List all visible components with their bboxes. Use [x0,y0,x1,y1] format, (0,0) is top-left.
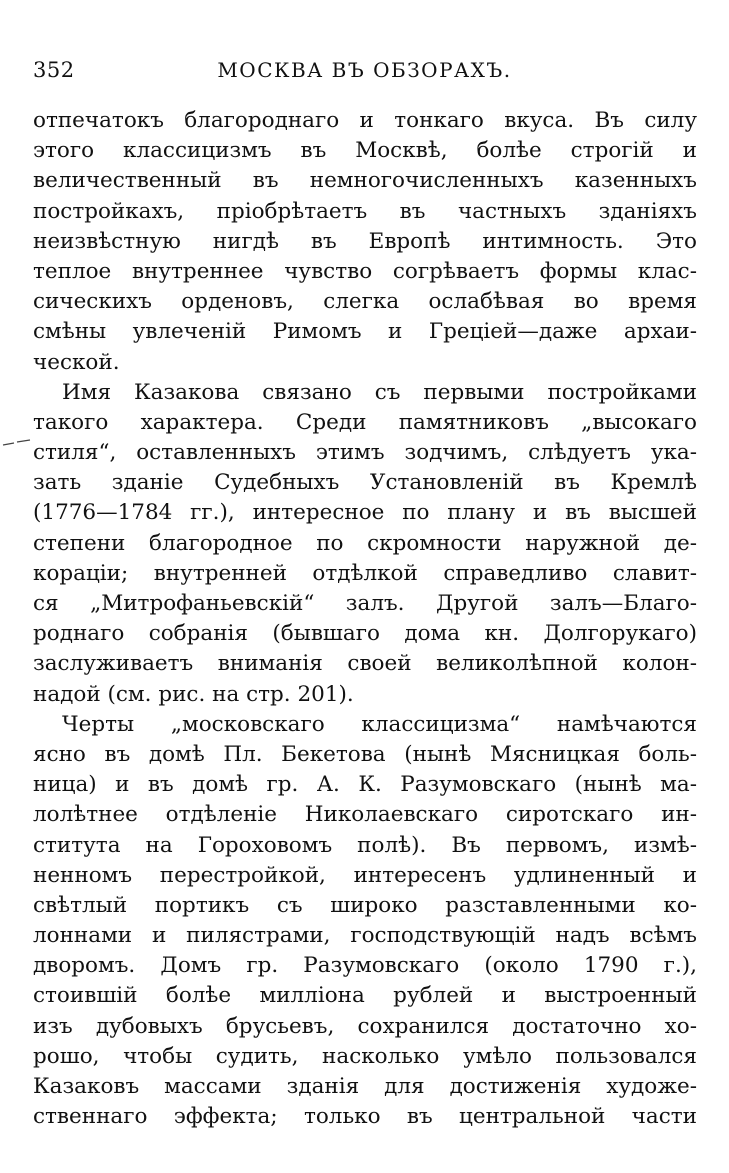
page-body [33,106,697,1132]
paragraph [33,378,697,710]
text-line: теплое внутреннее чувство согрѣваетъ формы клас- [33,258,697,284]
text-line: ческой. [33,349,120,375]
text-line: величественный въ немногочисленныхъ казенныхъ [33,168,697,194]
text-line: ненномъ перестройкой, интересенъ удлиненный и [33,862,697,888]
paragraph [33,710,697,1133]
text-line: смѣны увлеченій Римомъ и Греціей—даже архаи- [33,319,697,345]
text-line: сическихъ орденовъ, слегка ослабѣвая во время [33,289,697,315]
text-line: стоившій болѣе милліона рублей и выстроенный [33,983,697,1009]
text-line: (1776—1784 гг.), интересное по плану и въ высшей [33,500,697,526]
text-line: неизвѣстную нигдѣ въ Европѣ интимность. Это [33,228,697,254]
text-line: рошо, чтобы судить, насколько умѣло пользовался [33,1043,697,1069]
margin-pencil-mark [2,438,32,448]
text-line: дворомъ. Домъ гр. Разумовскаго (около 1790 г.), [33,953,697,979]
text-line: Черты „московскаго классицизма“ намѣчаются [62,711,697,737]
text-line: ственнаго эффекта; только въ центральной части [33,1104,697,1130]
text-line: лолѣтнее отдѣленіе Николаевскаго сиротскаго ин- [33,802,697,828]
text-line: ститута на Гороховомъ полѣ). Въ первомъ, измѣ- [33,832,697,858]
text-line: роднаго собранія (бывшаго дома кн. Долгорукаго) [33,621,697,647]
text-line: отпечатокъ благороднаго и тонкаго вкуса. Въ силу [33,108,697,133]
text-line: Казаковъ массами зданія для достиженія художе- [33,1074,697,1099]
page-number: 352 [33,58,75,82]
text-line: ница) и въ домѣ гр. А. К. Разумовскаго (нынѣ ма- [33,772,697,798]
text-line: такого характера. Среди памятниковъ „высокаго [33,409,697,435]
text-line: Имя Казакова связано съ первыми постройками [62,379,697,405]
text-line: надой (см. рис. на стр. 201). [33,681,354,707]
text-line: зать зданіе Судебныхъ Установленій въ Кремлѣ [33,470,697,496]
text-line: изъ дубовыхъ брусьевъ, сохранился достаточно хо- [33,1013,697,1039]
text-line: лоннами и пилястрами, господствующій надъ всѣмъ [33,923,697,949]
page-header [33,58,696,90]
text-line: свѣтлый портикъ съ широко разставленными ко- [33,892,697,918]
paragraph [33,106,697,378]
text-line: этого классицизмъ въ Москвѣ, болѣе строгій и [33,138,697,164]
text-line: стиля“, оставленныхъ этимъ зодчимъ, слѣдуетъ ука- [33,440,697,466]
text-line: степени благородное по скромности наружной де- [33,530,697,556]
text-line: заслуживаетъ вниманія своей великолѣпной колон- [33,651,697,677]
text-line: ся „Митрофаньевскій“ залъ. Другой залъ—Благо- [33,591,697,616]
text-line: ясно въ домѣ Пл. Бекетова (нынѣ Мясницкая боль- [33,741,697,767]
running-title: МОСКВА ВЪ ОБЗОРАХЪ. [217,58,512,82]
text-line: постройкахъ, пріобрѣтаетъ въ частныхъ зданіяхъ [33,198,697,224]
text-line: кораціи; внутренней отдѣлкой справедливо славит- [33,560,697,586]
